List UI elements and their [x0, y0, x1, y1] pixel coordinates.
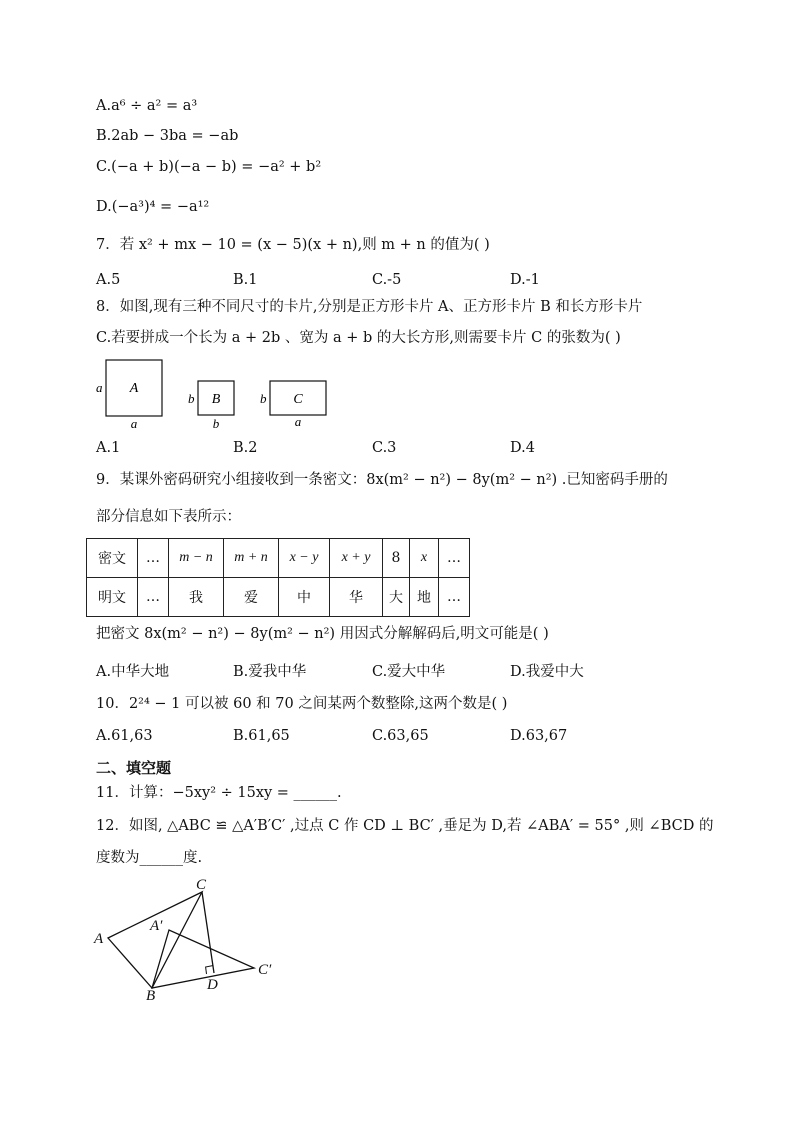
label-c: C	[196, 877, 207, 893]
table-cell: m − n	[169, 539, 224, 578]
card-a	[96, 360, 162, 431]
q9-option-a: A.中华大地	[96, 664, 170, 680]
table-cell: 明文	[87, 578, 138, 617]
card-c	[260, 381, 326, 429]
q6-option-a: A.a⁶ ÷ a² = a³	[96, 98, 198, 114]
q9-stem-line2: 部分信息如下表所示：	[96, 509, 241, 525]
q11-stem: 11．计算：−5xy² ÷ 15xy = ______.	[96, 785, 342, 801]
table-cell: x − y	[279, 539, 330, 578]
q6-option-c: C.(−a + b)(−a − b) = −a² + b²	[96, 159, 322, 175]
section-heading: 二、填空题	[96, 759, 172, 777]
table-cell: 我	[169, 578, 224, 617]
q10-option-c: C.63,65	[372, 728, 429, 744]
table-cell: 中	[279, 578, 330, 617]
q7-option-c: C.-5	[372, 272, 402, 288]
q12-triangles-figure	[90, 872, 290, 1006]
card-b	[188, 381, 234, 431]
q6-option-d: D.(−a³)⁴ = −a¹²	[96, 199, 210, 215]
q7-option-b: B.1	[233, 272, 258, 288]
q8-option-c: C.3	[372, 440, 397, 456]
label-d: D	[207, 977, 218, 993]
label-c-prime: C′	[258, 962, 272, 978]
triangle-abc	[108, 892, 202, 988]
table-cell: …	[138, 578, 169, 617]
table-cell: 地	[410, 578, 439, 617]
table-cell: x	[410, 539, 439, 578]
q8-option-d: D.4	[510, 440, 535, 456]
card-c-bottom-label: a	[294, 414, 302, 429]
q10-stem: 10．2²⁴ − 1 可以被 60 和 70 之间某两个数整除,这两个数是( )	[96, 696, 508, 712]
table-cell: 华	[330, 578, 383, 617]
q8-stem-line1: 8．如图,现有三种不同尺寸的卡片,分别是正方形卡片 A、正方形卡片 B 和长方形卡片	[96, 299, 643, 315]
label-a-prime: A′	[150, 918, 163, 934]
table-cell: …	[439, 578, 470, 617]
cipher-table	[86, 538, 470, 617]
card-c-side-label: b	[260, 391, 267, 406]
q10-option-a: A.61,63	[96, 728, 153, 744]
q10-option-b: B.61,65	[233, 728, 290, 744]
table-cell: …	[439, 539, 470, 578]
q10-option-d: D.63,67	[510, 728, 568, 744]
cipher-row	[87, 539, 470, 578]
q12-stem-line2: 度数为______度.	[96, 850, 203, 866]
table-cell: 8	[383, 539, 410, 578]
q8-stem-line2: C.若要拼成一个长为 a + 2b 、宽为 a + b 的大长方形,则需要卡片 C 的张数为( )	[96, 330, 621, 346]
q8-option-a: A.1	[96, 440, 121, 456]
q7-option-d: D.-1	[510, 272, 540, 288]
table-cell: 爱	[224, 578, 279, 617]
q7-option-a: A.5	[96, 272, 121, 288]
q12-stem-line1: 12．如图, △ABC ≌ △A′B′C′ ,过点 C 作 CD ⊥ BC′ ,垂足为 D,若 ∠ABA′ = 55° ,则 ∠BCD 的	[96, 818, 714, 834]
card-a-bottom-label: a	[130, 416, 138, 431]
q9-option-d: D.我爱中大	[510, 664, 584, 680]
table-cell: 大	[383, 578, 410, 617]
q9-option-c: C.爱大中华	[372, 664, 446, 680]
q8-cards-figure	[90, 352, 350, 434]
card-a-label: A	[129, 381, 139, 396]
label-a: A	[94, 931, 104, 947]
q7-stem: 7．若 x² + mx − 10 = (x − 5)(x + n),则 m + n 的值为( )	[96, 237, 490, 253]
q8-option-b: B.2	[233, 440, 258, 456]
q9-option-b: B.爱我中华	[233, 664, 307, 680]
label-b: B	[146, 988, 156, 1004]
card-b-label: B	[211, 392, 221, 407]
q6-option-b: B.2ab − 3ba = −ab	[96, 128, 239, 144]
segment-cd	[202, 892, 214, 973]
card-b-bottom-label: b	[212, 416, 220, 431]
right-angle-mark	[206, 966, 213, 974]
q9-stem-line1: 9．某课外密码研究小组接收到一条密文：8x(m² − n²) − 8y(m² − n²) .已知密码手册的	[96, 472, 668, 488]
plaintext-row	[87, 578, 470, 617]
card-b-side-label: b	[188, 391, 195, 406]
card-a-side-label: a	[96, 380, 103, 395]
table-cell: 密文	[87, 539, 138, 578]
table-cell: m + n	[224, 539, 279, 578]
table-cell: …	[138, 539, 169, 578]
q9-stem-line3: 把密文 8x(m² − n²) − 8y(m² − n²) 用因式分解解码后,明文可能是( )	[96, 626, 549, 642]
table-cell: x + y	[330, 539, 383, 578]
card-c-label: C	[293, 392, 303, 407]
